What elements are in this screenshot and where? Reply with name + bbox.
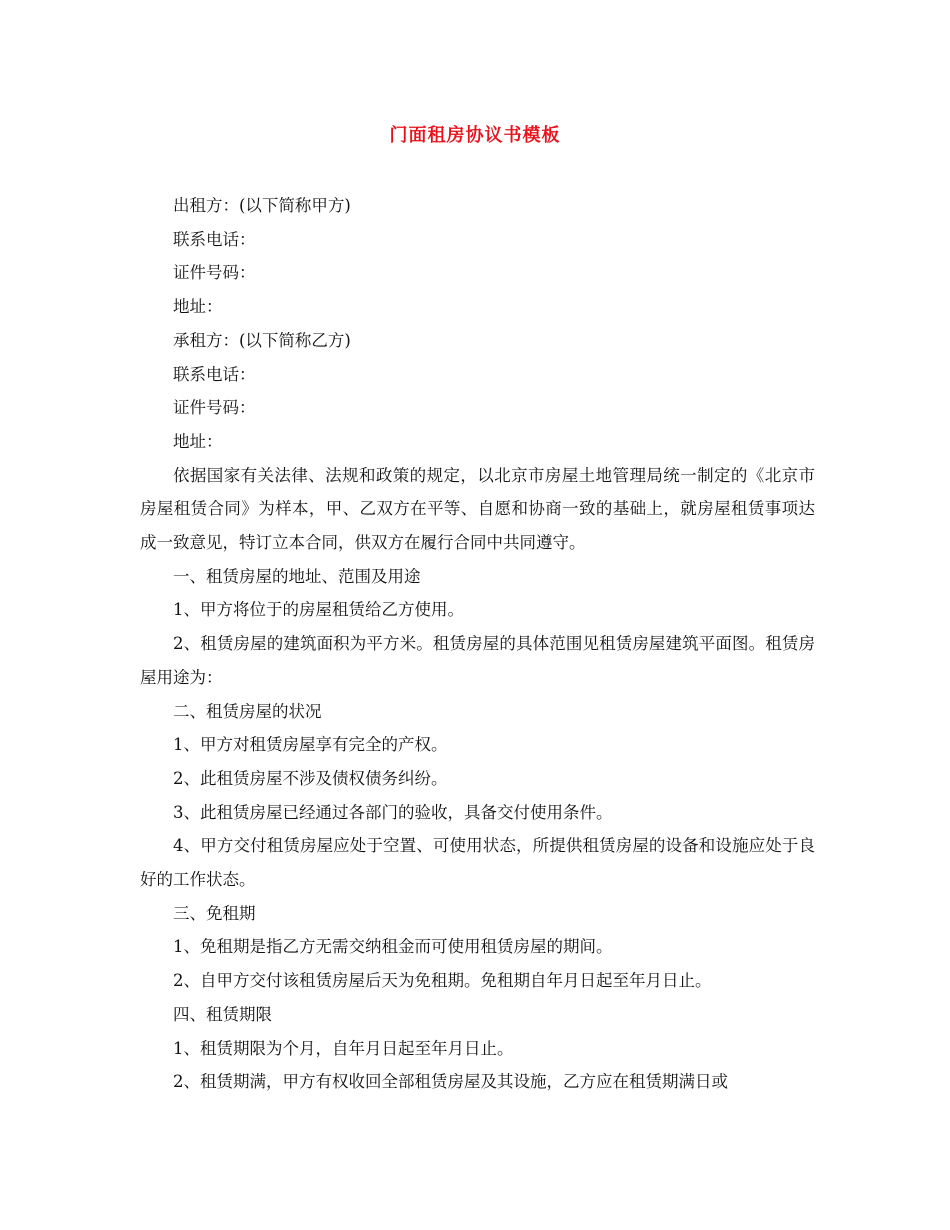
paragraph-3-1: 1、免租期是指乙方无需交纳租金而可使用租赁房屋的期间。 [173,937,613,957]
paragraph-lessor-address: 地址： [173,297,223,317]
paragraph-lessor-phone: 联系电话： [173,229,256,249]
section-heading-4: 四、租赁期限 [173,1004,272,1024]
paragraph-1-2: 2、租赁房屋的建筑面积为平方米。租赁房屋的具体范围见租赁房屋建筑平面图。租赁房屋用途为： [140,634,815,687]
paragraph-3-2: 2、自甲方交付该租赁房屋后天为免租期。免租期自年月日起至年月日止。 [173,971,712,991]
paragraph-lessor-id: 证件号码： [173,263,256,283]
section-heading-3: 三、免租期 [173,903,256,923]
paragraph-2-1: 1、甲方对租赁房屋享有完全的产权。 [173,735,448,755]
paragraph-lessee: 承租方：(以下简称乙方) [173,330,351,350]
paragraph-4-1: 1、租赁期限为个月，自年月日起至年月日止。 [173,1038,514,1058]
section-heading-2: 二、租赁房屋的状况 [173,701,322,721]
paragraph-lessee-id: 证件号码： [173,398,256,418]
paragraph-2-3: 3、此租赁房屋已经通过各部门的验收，具备交付使用条件。 [173,802,613,822]
paragraph-lessor: 出租方：(以下简称甲方) [173,196,351,215]
section-heading-1: 一、租赁房屋的地址、范围及用途 [173,566,421,586]
document-title: 门面租房协议书模板 [389,125,561,146]
paragraph-1-1: 1、甲方将位于的房屋租赁给乙方使用。 [173,600,464,620]
document-body [140,189,815,1099]
paragraph-lessee-address: 地址： [173,431,223,451]
paragraph-lessee-phone: 联系电话： [173,364,256,384]
paragraph-2-4: 4、甲方交付租赁房屋应处于空置、可使用状态，所提供租赁房屋的设备和设施应处于良好的工作状态。 [140,836,815,890]
paragraph-preamble: 依据国家有关法律、法规和政策的规定，以北京市房屋土地管理局统一制定的《北京市房屋租赁合同》为样本，甲、乙双方在平等、自愿和协商一致的基础上，就房屋租赁事项达成一致意见，特订立本合同，供双方在履行合同中共同遵守。 [140,465,815,553]
paragraph-4-2: 2、租赁期满，甲方有权收回全部租赁房屋及其设施，乙方应在租赁期满日或 [173,1072,728,1092]
paragraph-2-2: 2、此租赁房屋不涉及债权债务纠纷。 [173,768,448,788]
